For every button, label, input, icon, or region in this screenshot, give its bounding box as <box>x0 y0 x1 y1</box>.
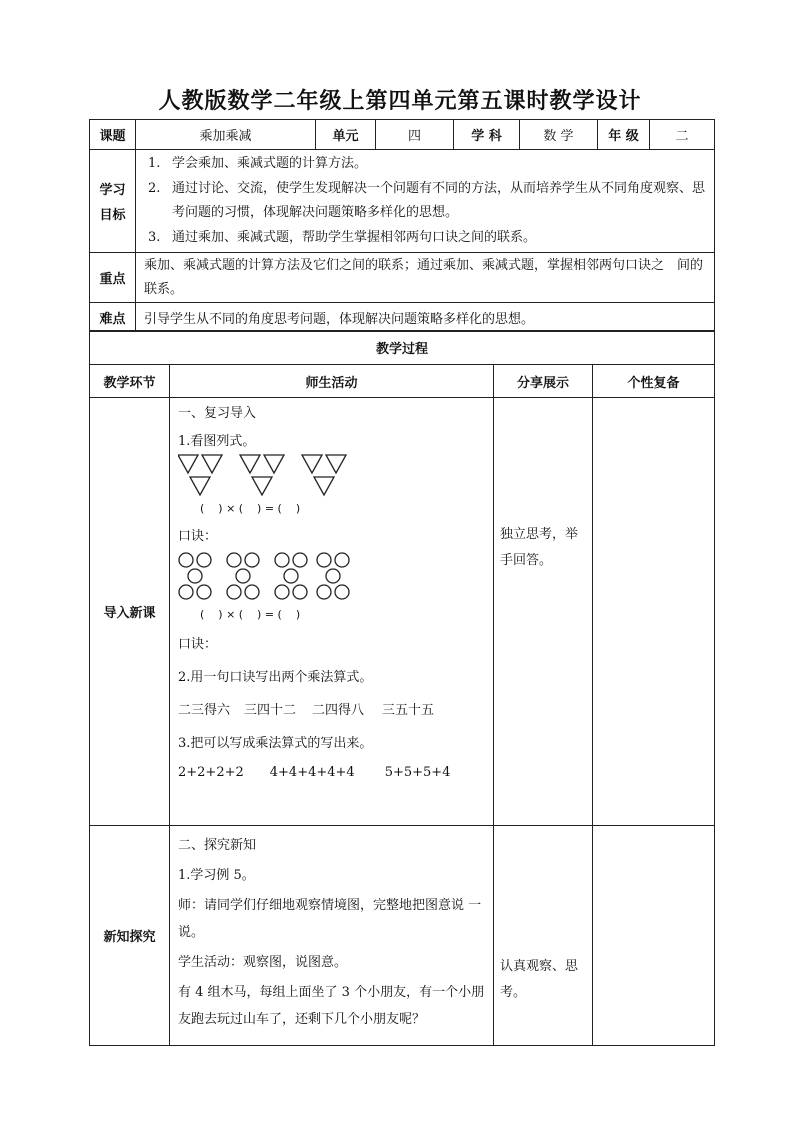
intro-q1: 1.看图列式。 <box>178 434 256 449</box>
circle-figure <box>178 552 358 602</box>
col-activity: 师生活动 <box>170 365 494 398</box>
intro-activity <box>170 398 494 826</box>
grade-value: 二 <box>650 120 715 150</box>
explore-share <box>494 826 593 1046</box>
objectives-label-line2: 目标 <box>99 208 126 223</box>
subject-value: 数 学 <box>520 120 598 150</box>
explore-l4: 有 4 组木马，每组上面坐了 3 个小朋友，有一个小朋友跑去玩过山车了，还剩下几个小朋友呢？ <box>178 985 485 1027</box>
process-table <box>89 330 715 1046</box>
unit-value: 四 <box>376 120 454 150</box>
q2-item: 二三得六 <box>178 703 231 718</box>
q2-items <box>178 699 485 718</box>
key-point-label: 重点 <box>90 253 136 303</box>
intro-share-text: 独立思考，举手回答。 <box>500 527 579 568</box>
objectives-label <box>90 150 136 253</box>
q2-item: 二四得八 <box>312 703 365 718</box>
difficulty-label: 难点 <box>90 303 136 332</box>
objective-num: 3. <box>148 229 161 245</box>
difficulty-text: 引导学生从不同的角度思考问题，体现解决问题策略多样化的思想。 <box>136 303 715 332</box>
explore-activity <box>170 826 494 1046</box>
objective-text: 通过乘加、乘减式题，帮助学生掌握相邻两句口诀之间的联系。 <box>172 229 537 245</box>
explore-heading: 二、探究新知 <box>178 838 257 853</box>
objective-text: 学会乘加、乘减式题的计算方法。 <box>172 156 368 171</box>
intro-prep <box>593 398 715 826</box>
explore-l1: 1.学习例 5。 <box>178 868 255 883</box>
info-table <box>89 119 715 332</box>
unit-label: 单元 <box>316 120 376 150</box>
circle-koujue: 口诀： <box>178 637 218 652</box>
objective-item <box>148 226 706 251</box>
process-title: 教学过程 <box>90 331 715 365</box>
q2-item: 三四十二 <box>244 703 297 718</box>
topic-value: 乘加乘减 <box>136 120 316 150</box>
q3-item: 5+5+5+4 <box>384 765 451 780</box>
q3-items <box>178 765 485 780</box>
topic-label: 课题 <box>90 120 136 150</box>
intro-share <box>494 398 593 826</box>
objectives-content <box>136 150 715 253</box>
objective-item <box>148 177 706 226</box>
objective-num: 1. <box>148 156 161 171</box>
objective-item <box>148 152 706 177</box>
q3-item: 2+2+2+2 <box>178 765 244 780</box>
col-prep: 个性复备 <box>593 365 715 398</box>
explore-l3: 学生活动：观察图，说图意。 <box>178 955 348 970</box>
objectives-label-line1: 学习 <box>99 183 126 198</box>
triangle-formula: ( ) × ( ) = ( ) <box>200 502 301 515</box>
intro-q3: 3.把可以写成乘法算式的写出来。 <box>178 736 373 751</box>
circle-formula: ( ) × ( ) = ( ) <box>200 608 301 621</box>
col-share: 分享展示 <box>494 365 593 398</box>
explore-prep <box>593 826 715 1046</box>
page-title: 人教版数学二年级上第四单元第五课时教学设计 <box>158 89 642 114</box>
explore-l2: 师：请同学们仔细地观察情境图，完整地把图意说 一说。 <box>178 898 482 940</box>
grade-label: 年 级 <box>598 120 650 150</box>
subject-label: 学 科 <box>454 120 520 150</box>
triangle-koujue: 口诀： <box>178 529 218 544</box>
col-stage: 教学环节 <box>90 365 170 398</box>
triangle-figure <box>178 454 348 498</box>
stage-explore: 新知探究 <box>90 826 170 1046</box>
q2-item: 三五十五 <box>382 703 435 718</box>
stage-intro: 导入新课 <box>90 398 170 826</box>
objective-num: 2. <box>148 180 161 196</box>
key-point-text: 乘加、乘减式题的计算方法及它们之间的联系；通过乘加、乘减式题，掌握相邻两句口诀之 间的联系。 <box>136 253 715 303</box>
explore-share-text: 认真观察、思考。 <box>500 959 579 1000</box>
objective-text: 通过讨论、交流，使学生发现解决一个问题有不同的方法，从而培养学生从不同角度观察、思考问题的习惯，体现解决问题策略多样化的思想。 <box>172 180 706 220</box>
intro-heading: 一、复习导入 <box>178 406 257 421</box>
q3-item: 4+4+4+4+4 <box>269 765 355 780</box>
intro-q2: 2.用一句口诀写出两个乘法算式。 <box>178 670 373 685</box>
